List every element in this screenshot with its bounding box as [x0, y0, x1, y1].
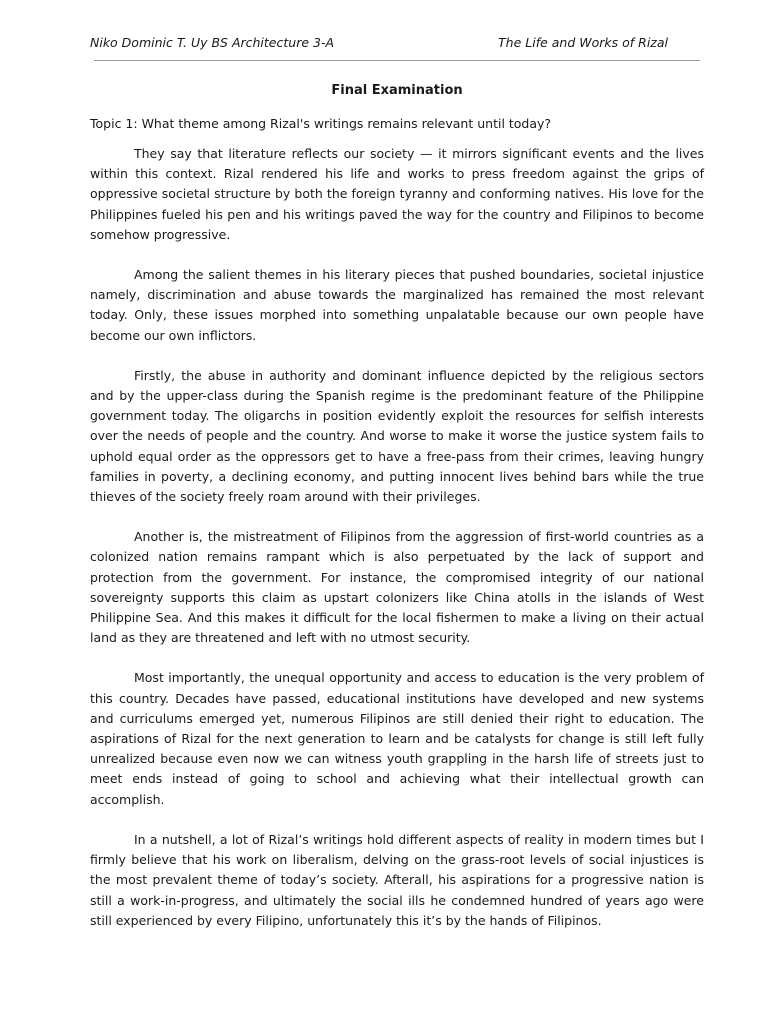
document-title: Final Examination — [331, 83, 463, 98]
topic-label: Topic 1: — [90, 116, 138, 131]
topic-line — [90, 116, 704, 132]
header-divider — [94, 60, 700, 61]
essay-paragraph: Most importantly, the unequal opportunity and access to education is the very problem of this country. Decades have passed, educational institutions have developed and new systems and curriculums emerged yet, numerous Filipinos are still denied their right to education. The aspirations of Rizal for the next generation to learn and be catalysts for change is still left fully unrealized because even now we can witness youth grappling in the harsh life of streets just to meet ends instead of going to school and achieving what their intellectual growth can accomplish. — [90, 670, 704, 807]
topic-question: What theme among Rizal's writings remains relevant until today? — [141, 116, 552, 131]
header-author: Niko Dominic T. Uy BS Architecture 3-A — [90, 35, 335, 50]
essay-paragraph: Another is, the mistreatment of Filipinos from the aggression of first-world countries as a colonized nation remains rampant which is also perpetuated by the lack of support and protection from the government. For instance, the compromised integrity of our national sovereignty supports this claim as upstart colonizers like China atolls in the islands of West Philippine Sea. And this makes it difficult for the local fishermen to make a living on their actual land as they are threatened and left with no utmost security. — [90, 529, 704, 646]
header-course: The Life and Works of Rizal — [498, 35, 668, 50]
essay-paragraph: In a nutshell, a lot of Rizal’s writings hold different aspects of reality in modern times but I firmly believe that his work on liberalism, delving on the grass-root levels of social injustices is the most prevalent theme of today’s society. Afterall, his aspirations for a progressive nation is still a work-in-progress, and ultimately the social ills he condemned hundred of years ago were still experienced by every Filipino, unfortunately this it’s by the hands of Filipinos. — [90, 831, 704, 928]
essay-paragraph: Firstly, the abuse in authority and dominant influence depicted by the religious sectors and by the upper-class during the Spanish regime is the predominant feature of the Philippine government today. The oligarchs in position evidently exploit the resources for selfish interests over the needs of people and the country. And worse to make it worse the justice system fails to uphold equal order as the oppressors get to have a free-pass from their crimes, leaving hungry families in poverty, a declining economy, and putting innocent lives behind bars while the true thieves of the society freely roam around with their privileges. — [90, 367, 704, 505]
page-header — [90, 35, 668, 51]
essay-body — [90, 144, 704, 951]
essay-paragraph: They say that literature reflects our society — it mirrors significant events and the lives within this context. Rizal rendered his life and works to press freedom against the grips of oppressive societal structure by both the foreign tyranny and conforming natives. His love for the Philippines fueled his pen and his writings paved the way for the country and Filipinos to become somehow progressive. — [90, 146, 704, 242]
essay-paragraph: Among the salient themes in his literary pieces that pushed boundaries, societal injustice namely, discrimination and abuse towards the marginalized has remained the most relevant today. Only, these issues morphed into something unpalatable because our own people have become our own inflictors. — [90, 267, 704, 343]
